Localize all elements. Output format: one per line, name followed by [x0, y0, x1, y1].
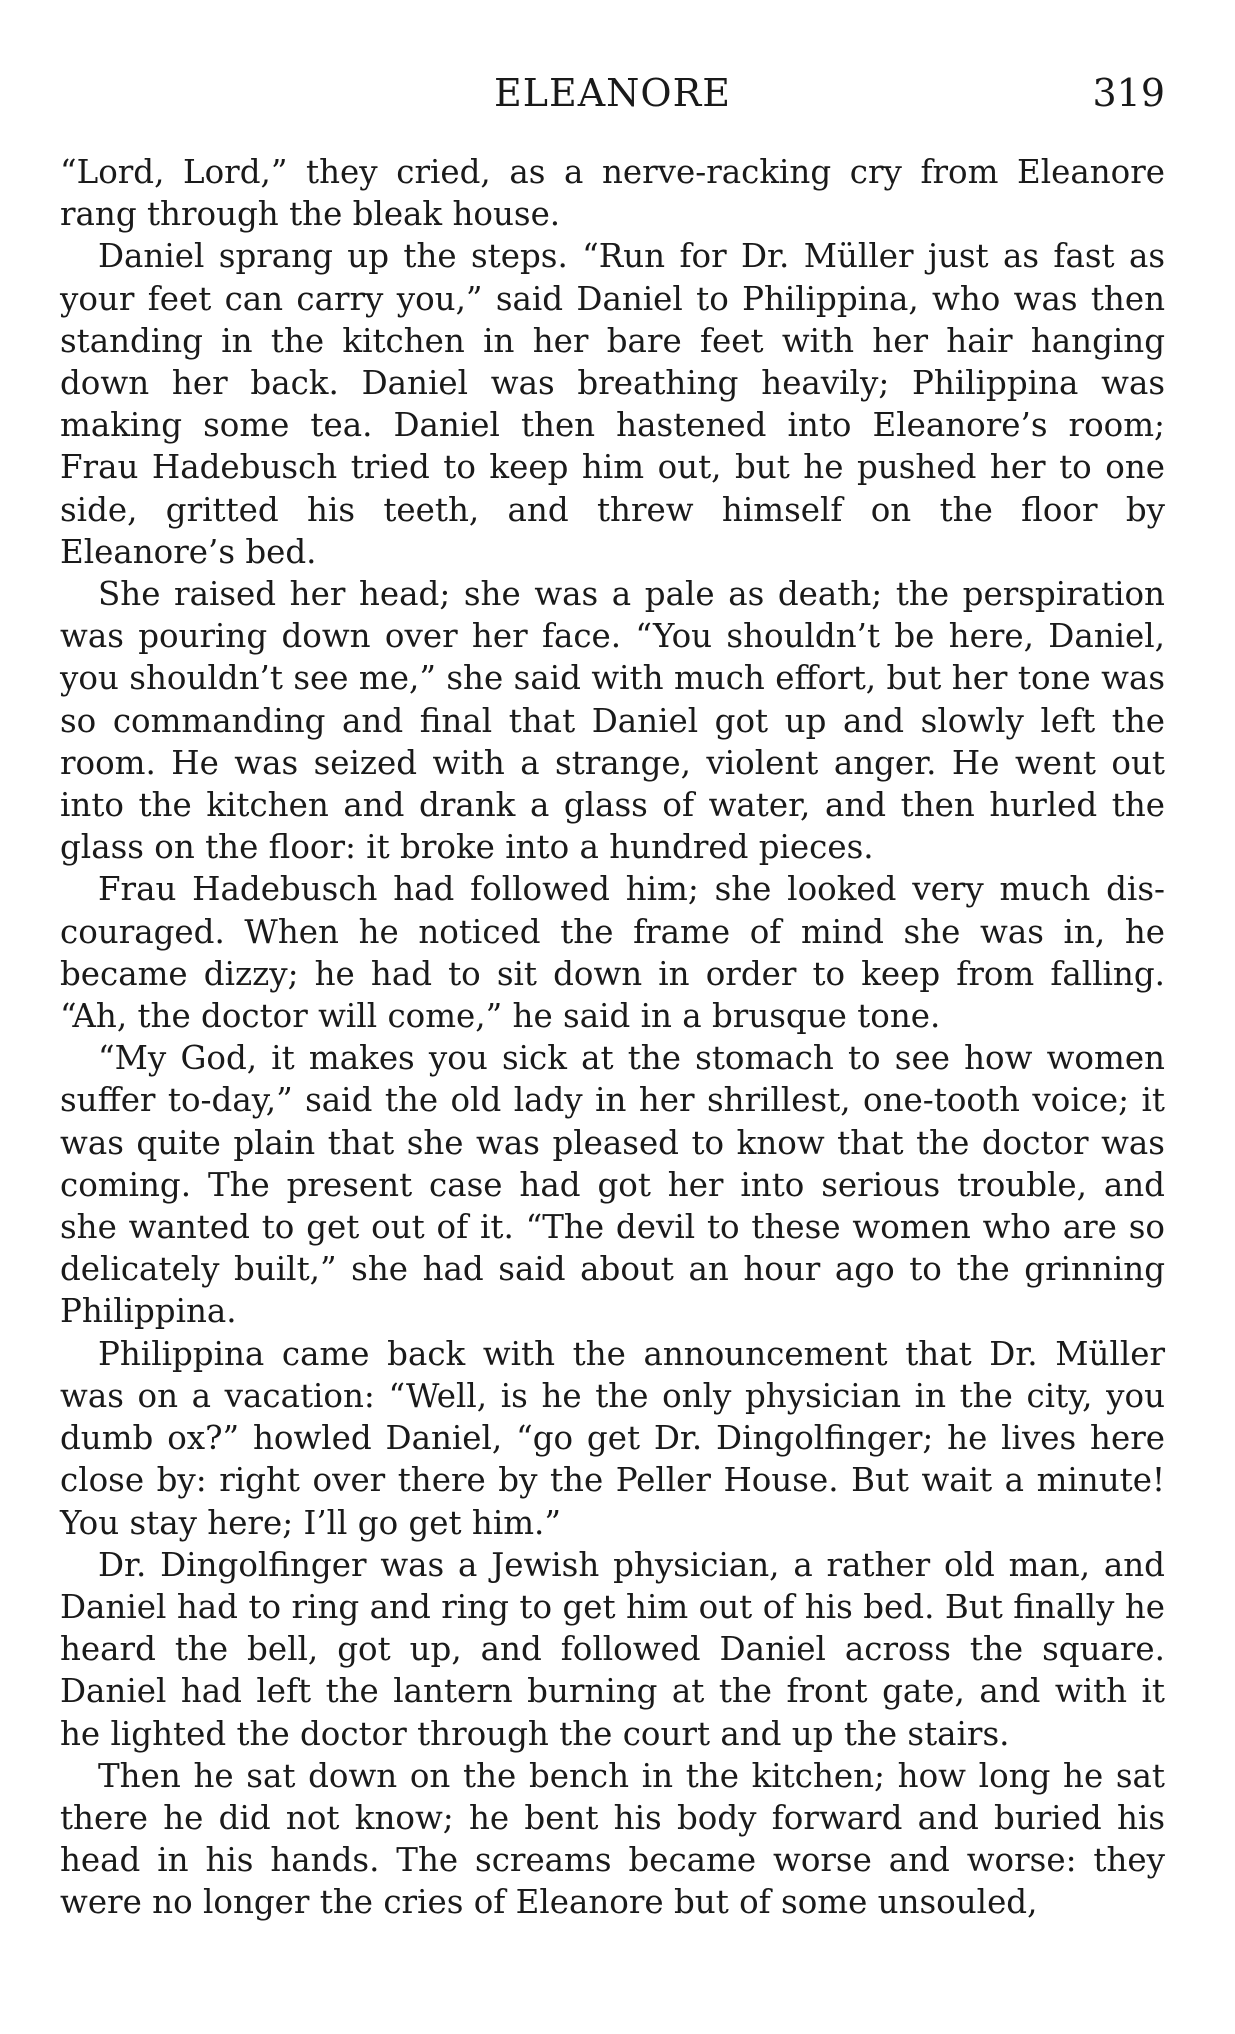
paragraph: Frau Hadebusch had followed him; she looked very much discouraged. When he noticed the frame of mind she was in, he became dizzy; he had to sit down in order to keep from falling. “Ah, the doctor will come,” he said in a brusque tone. — [60, 870, 1165, 1036]
body-text — [60, 151, 1165, 1924]
page-number: 319 — [1092, 71, 1165, 115]
paragraph: She raised her head; she was a pale as death; the perspiration was pouring down over her face. “You shouldn’t be here, Daniel, you shouldn’t see me,” she said with much effort, but her tone was so commanding and final that Daniel got up and slowly left the room. He was seized with a strange, violent anger. He went out into the kitchen and drank a glass of water, and then hurled the glass on the floor: it broke into a hundred pieces. — [60, 575, 1165, 867]
paragraph: Daniel sprang up the steps. “Run for Dr. Müller just as fast as your feet can carry you,” said Daniel to Philippina, who was then standing in the kitchen in her bare feet with her hair hanging down her back. Daniel was breathing heavily; Philippina was making some tea. Daniel then hastened into Eleanore’s room; Frau Hadebusch tried to keep him out, but he pushed her to one side, gritted his teeth, and threw himself on the floor by Eleanore’s bed. — [60, 237, 1165, 571]
paragraph: “Lord, Lord,” they cried, as a nerve-racking cry from Eleanore rang through the bleak house. — [60, 153, 1165, 234]
paragraph: Then he sat down on the bench in the kitchen; how long he sat there he did not know; he bent his body forward and buried his head in his hands. The screams became worse and worse: they were no longer the cries of Eleanore but of some unsouled, — [60, 1756, 1165, 1922]
running-title: ELEANORE — [494, 71, 731, 115]
paragraph: Philippina came back with the announcement that Dr. Müller was on a vacation: “Well, is he the only physician in the city, you dumb ox?” howled Daniel, “go get Dr. Dingolfinger; he lives here close by: right over there by the Peller House. But wait a minute! You stay here; I’ll go get him.” — [60, 1334, 1165, 1542]
running-head — [60, 68, 1165, 118]
paragraph: “My God, it makes you sick at the stomach to see how women suffer to-day,” said the old lady in her shrillest, one-tooth voice; it was quite plain that she was pleased to know that the doctor was coming. The present case had got her into serious trouble, and she wanted to get out of it. “The devil to these women who are so delicately built,” she had said about an hour ago to the grinning Philippina. — [60, 1039, 1165, 1331]
paragraph: Dr. Dingolfinger was a Jewish physician, a rather old man, and Daniel had to ring and ring to get him out of his bed. But finally he heard the bell, got up, and followed Daniel across the square. Daniel had left the lantern burning at the front gate, and with it he lighted the doctor through the court and up the stairs. — [60, 1545, 1165, 1753]
